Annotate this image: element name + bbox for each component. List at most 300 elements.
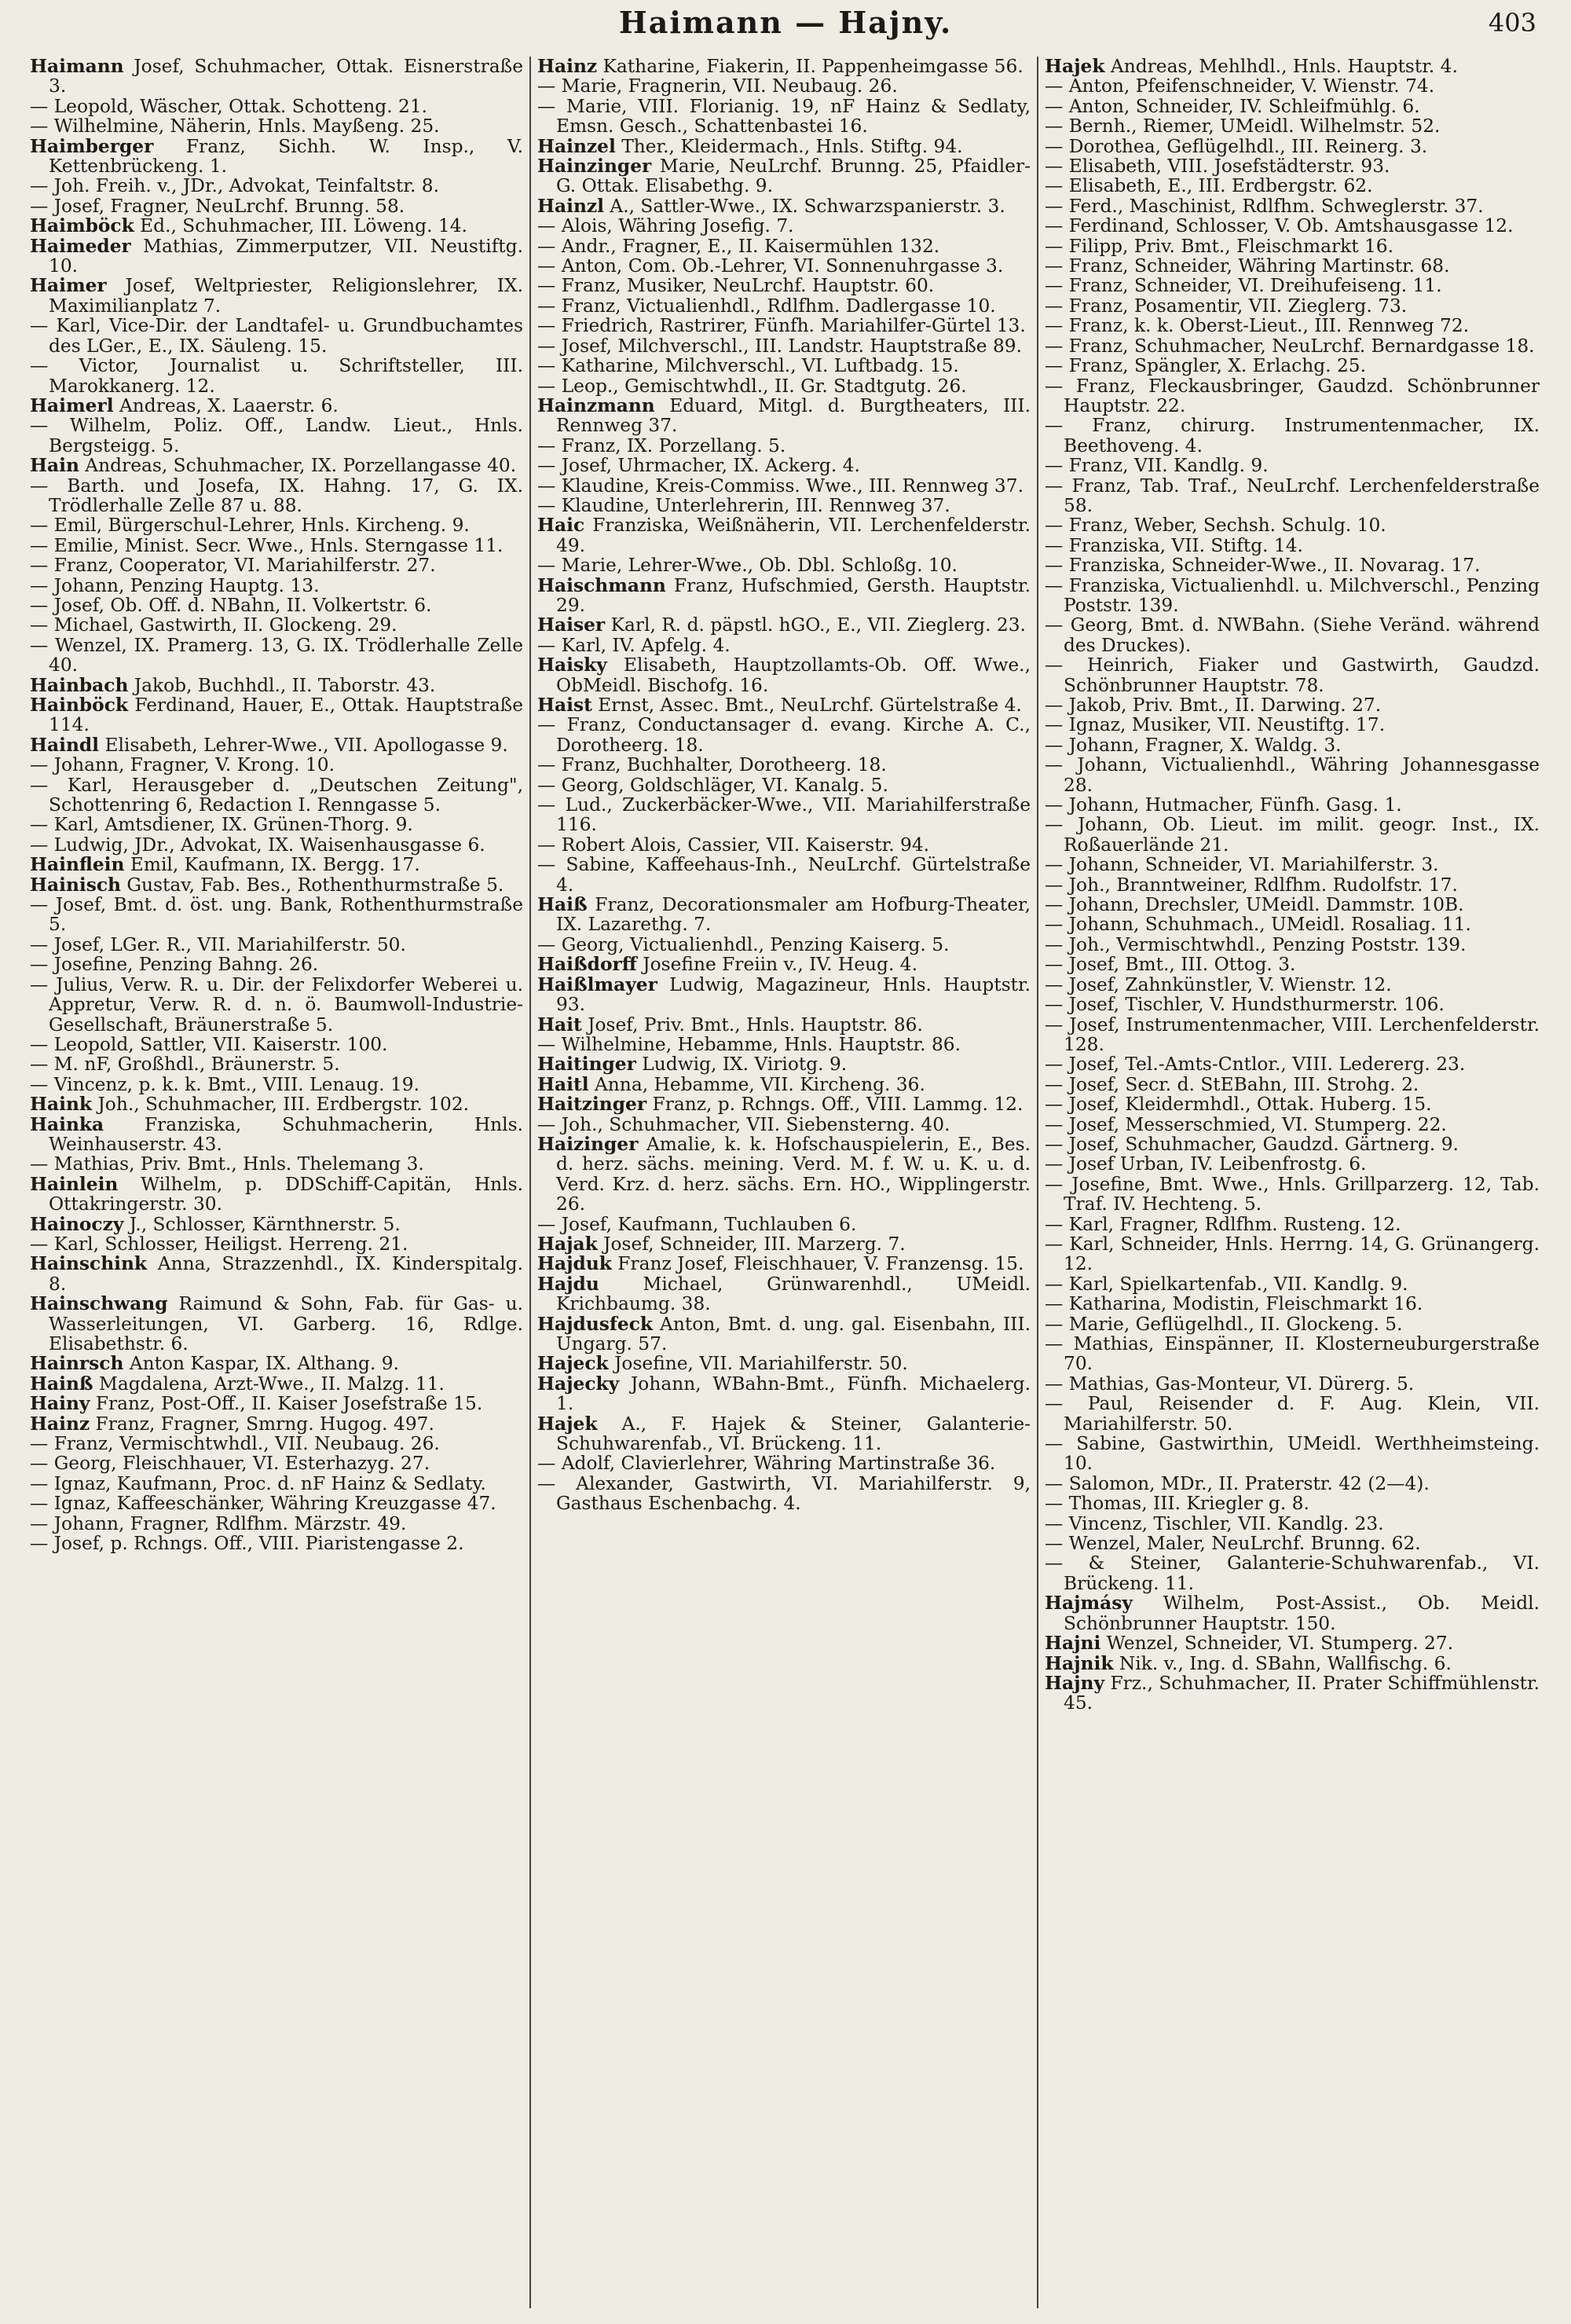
entry-surname: Haimer [30,275,107,297]
directory-entry [30,356,523,396]
directory-entry [30,615,523,635]
directory-entry [30,57,523,97]
directory-entry [30,1374,523,1394]
entry-text: Andreas, Schuhmacher, IX. Porzellangasse 40. [79,455,517,477]
entry-text: — Karl, Fragner, Rdlfhm. Rusteng. 12. [1045,1213,1401,1235]
directory-entry [537,137,1031,156]
entry-text: — Ferdinand, Schlosser, V. Ob. Amtshausgasse 12. [1045,215,1514,237]
directory-entry [537,1075,1031,1094]
entry-text: Josef, Priv. Bmt., Hnls. Hauptstr. 86. [581,1014,923,1036]
entry-text: — Franziska, Victualienhdl. u. Milchverschl., Penzing Poststr. 139. [1045,574,1540,616]
entry-text: — Klaudine, Kreis-Commiss. Wwe., III. Rennweg 37. [537,475,1024,497]
directory-entry [537,515,1031,555]
entry-text: — Elisabeth, E., III. Erdbergstr. 62. [1045,175,1373,197]
entry-text: A., F. Hajek & Steiner, Galanterie-Schuhwarenfab., VI. Brückeng. 11. [556,1413,1031,1455]
entry-text: — Leop., Gemischtwhdl., II. Gr. Stadtgutg. 26. [537,375,967,397]
entry-surname: Hainzmann [537,394,655,416]
entry-surname: Hainzinger [537,156,652,178]
directory-entry [30,1175,523,1215]
entry-surname: Hainrsch [30,1353,124,1375]
entry-text: — Anton, Schneider, IV. Schleifmühlg. 6. [1045,95,1420,117]
entry-surname: Haitinger [537,1054,636,1076]
entry-text: — Josef, Tel.-Amts-Cntlor., VIII. Ledererg. 23. [1045,1054,1466,1076]
entry-text: — Josef, p. Rchngs. Off., VIII. Piaristengasse 2. [30,1533,464,1555]
entry-surname: Hainzl [537,195,604,217]
directory-entry [537,955,1031,974]
entry-text: Ludwig, Magazineur, Hnls. Hauptstr. 93. [556,973,1031,1016]
entry-text: — Karl, Schneider, Hnls. Herrng. 14, G. Grünangerg. 12. [1045,1233,1540,1275]
entry-text: Josef, Schneider, III. Marzerg. 7. [597,1233,906,1255]
directory-entry [30,1294,523,1354]
entry-surname: Hainschwang [30,1293,168,1315]
entry-text: Elisabeth, Hauptzollamts-Ob. Off. Wwe., ObMeidl. Bischofg. 16. [556,654,1031,696]
directory-entry [1045,236,1540,256]
directory-entry [537,236,1031,256]
entry-text: — Heinrich, Fiaker und Gastwirth, Gaudzd. Schönbrunner Hauptstr. 78. [1045,654,1540,696]
directory-entry [537,1234,1031,1254]
directory-entry [1045,356,1540,376]
entry-text: — Johann, Schuhmach., UMeidl. Rosaliag. 11. [1045,914,1471,936]
entry-surname: Haißlmayer [537,973,657,995]
directory-entry [30,116,523,136]
directory-entry [30,975,523,1035]
entry-text: — Alexander, Gastwirth, VI. Mariahilferstr. 9, Gasthaus Eschenbachg. 4. [537,1472,1031,1515]
entry-text: Josef, Schuhmacher, Ottak. Eisnerstraße 3. [49,57,523,97]
directory-entry [1045,1434,1540,1474]
entry-text: Ed., Schuhmacher, III. Löweng. 14. [134,215,467,237]
entry-surname: Hainschink [30,1253,148,1275]
entry-surname: Haitl [537,1073,589,1095]
directory-entry [30,755,523,775]
directory-entry [1045,1115,1540,1135]
directory-entry [30,216,523,236]
entry-text: Marie, NeuLrchf. Brunng. 25, Pfaidler-G. Ottak. Elisabethg. 9. [556,156,1031,197]
entry-text: — Bernh., Riemer, UMeidl. Wilhelmstr. 52. [1045,115,1441,137]
directory-entry [1045,895,1540,915]
entry-text: Ernst, Assec. Bmt., NeuLrchf. Gürtelstraße 4. [591,695,1022,716]
entry-surname: Haitzinger [537,1094,647,1116]
entry-text: Wilhelm, Post-Assist., Ob. Meidl. Schönbrunner Hauptstr. 150. [1064,1593,1540,1634]
entry-surname: Hajduk [537,1253,612,1275]
directory-entry [30,1494,523,1513]
entry-text: — Johann, Schneider, VI. Mariahilferstr. 3. [1045,854,1439,876]
entry-text: — Johann, Ob. Lieut. im milit. geogr. Inst., IX. Roßauerlände 21. [1045,814,1540,856]
directory-entry [1045,256,1540,276]
entry-text: — Franz, Vermischtwhdl., VII. Neubaug. 26. [30,1433,440,1455]
directory-entry [30,555,523,575]
entry-text: — Franz, Buchhalter, Dorotheerg. 18. [537,754,887,776]
directory-entry [1045,1374,1540,1394]
entry-text: — Marie, Fragnerin, VII. Neubaug. 26. [537,75,898,97]
directory-entry [1045,316,1540,335]
directory-entry [1045,1094,1540,1114]
directory-entry [30,955,523,974]
entry-text: — Joh., Branntweiner, Rdlfhm. Rudolfstr. 17. [1045,874,1458,896]
entry-text: — Franz, Schuhmacher, NeuLrchf. Bernardgasse 18. [1045,335,1535,357]
entry-surname: Haischmann [537,574,666,596]
directory-entry [537,456,1031,475]
entry-text: — Andr., Fragner, E., II. Kaisermühlen 132. [537,235,940,257]
entry-text: — Josef, Bmt., III. Ottog. 3. [1045,954,1296,976]
directory-entry [30,596,523,615]
entry-text: — Johann, Fragner, Rdlfhm. Märzstr. 49. [30,1512,407,1534]
entry-text: — Friedrich, Rastrirer, Fünfh. Mariahilfer-Gürtel 13. [537,315,1026,337]
directory-entry [30,1414,523,1434]
directory-entry [537,216,1031,236]
entry-text: — Ignaz, Musiker, VII. Neustiftg. 17. [1045,714,1386,736]
entry-text: — Adolf, Clavierlehrer, Währing Martinstraße 36. [537,1453,996,1475]
entry-text: — Georg, Goldschläger, VI. Kanalg. 5. [537,774,888,796]
directory-entry [537,1035,1031,1054]
entry-surname: Hainzel [537,135,616,157]
entry-text: Eduard, Mitgl. d. Burgtheaters, III. Rennweg 37. [556,394,1031,437]
entry-text: — Wenzel, Maler, NeuLrchf. Brunng. 62. [1045,1533,1421,1555]
entry-text: — Dorothea, Geflügelhdl., III. Reinerg. 3. [1045,135,1428,157]
entry-text: Mathias, Zimmerputzer, VII. Neustiftg. 10. [49,235,523,277]
directory-entry [537,436,1031,456]
entry-surname: Hajnik [1045,1652,1114,1674]
directory-entry [30,1354,523,1373]
directory-entry [537,336,1031,356]
entry-text: — Karl, Vice-Dir. der Landtafel- u. Grundbuchamtes des LGer., E., IX. Säuleng. 15. [30,315,523,357]
entry-text: — Josef, Uhrmacher, IX. Ackerg. 4. [537,455,860,477]
entry-text: Jakob, Buchhdl., II. Taborstr. 43. [128,674,436,696]
directory-entry [537,196,1031,216]
entry-text: Franz, Hufschmied, Gersth. Hauptstr. 29. [556,574,1031,616]
directory-entry [30,196,523,216]
entry-surname: Hainbach [30,674,129,696]
directory-entry [537,1374,1031,1414]
directory-entry [537,775,1031,795]
directory-entry [1045,336,1540,356]
entry-text: — Johann, Penzing Hauptg. 13. [30,574,320,596]
entry-text: Franz, Fragner, Smrng. Hugog. 497. [90,1413,434,1435]
directory-entry [30,416,523,456]
directory-entry [1045,955,1540,974]
entry-text: Josefine, VII. Mariahilferstr. 50. [608,1353,908,1375]
entry-surname: Haisky [537,654,607,676]
entry-text: Wenzel, Schneider, VI. Stumperg. 27. [1100,1633,1454,1655]
entry-text: — Lud., Zuckerbäcker-Wwe., VII. Mariahilferstraße 116. [537,794,1031,836]
entry-surname: Haißdorff [537,954,637,976]
directory-entry [1045,915,1540,934]
directory-entry [537,97,1031,137]
entry-surname: Haimerl [30,394,114,416]
entry-text: Anna, Hebamme, VII. Kircheng. 36. [588,1073,925,1095]
entry-text: Ther., Kleidermach., Hnls. Stiftg. 94. [615,135,963,157]
directory-entry [1045,655,1540,695]
entry-text: Franz, Sichh. W. Insp., V. Kettenbrückeng. 1. [49,135,523,178]
entry-text: — Johann, Drechsler, UMeidl. Dammstr. 10B. [1045,894,1464,916]
directory-entry [1045,476,1540,516]
entry-text: Anna, Strazzenhdl., IX. Kinderspitalg. 8. [49,1253,523,1295]
entry-text: Michael, Grünwarenhdl., UMeidl. Krichbaumg. 38. [556,1273,1031,1315]
entry-text: — Franz, Schneider, Währing Martinstr. 68. [1045,255,1450,277]
entry-text: — Robert Alois, Cassier, VII. Kaiserstr. 94. [537,834,930,856]
entry-surname: Hajmásy [1045,1593,1133,1615]
directory-entry [1045,536,1540,555]
entry-surname: Hajeck [537,1353,609,1375]
directory-entry [537,655,1031,695]
directory-entry [30,815,523,834]
entry-text: — Paul, Reisender d. F. Aug. Klein, VII. Mariahilferstr. 50. [1045,1393,1540,1435]
entry-surname: Hajak [537,1233,598,1255]
entry-text: — Victor, Journalist u. Schriftsteller, III. Marokkanerg. 12. [30,355,523,397]
entry-surname: Haindl [30,734,100,756]
directory-entry [1045,1593,1540,1633]
directory-entry [30,935,523,955]
entry-text: — Josef Urban, IV. Leibenfrostg. 6. [1045,1153,1367,1175]
entry-text: Franziska, Weißnäherin, VII. Lerchenfelderstr. 49. [556,515,1031,556]
entry-surname: Haiß [537,894,588,916]
directory-entry [1045,1633,1540,1653]
entry-text: — Anton, Pfeifenschneider, V. Wienstr. 74. [1045,75,1435,97]
entry-text: Wilhelm, p. DDSchiff-Capitän, Hnls. Ottakringerstr. 30. [49,1173,523,1215]
directory-entry [1045,1334,1540,1374]
entry-text: — Michael, Gastwirth, II. Glockeng. 29. [30,614,397,636]
directory-entry [537,276,1031,295]
entry-text: Anton, Bmt. d. ung. gal. Eisenbahn, III. Ungarg. 57. [556,1313,1031,1354]
directory-entry [30,676,523,695]
entry-surname: Hainböck [30,695,129,716]
entry-text: — Franz, k. k. Oberst-Lieut., III. Rennweg 72. [1045,315,1470,337]
entry-text: — Marie, Geflügelhdl., II. Glockeng. 5. [1045,1313,1403,1335]
entry-surname: Hajdusfeck [537,1313,654,1335]
entry-text: — Thomas, III. Kriegler g. 8. [1045,1493,1309,1515]
entry-text: — Wilhelm, Poliz. Off., Landw. Lieut., Hnls. Bergsteigg. 5. [30,415,523,456]
entry-text: — Karl, Amtsdiener, IX. Grünen-Thorg. 9. [30,814,413,836]
entry-text: Ferdinand, Hauer, E., Ottak. Hauptstraße 114. [49,695,523,736]
directory-entry [30,396,523,416]
directory-entry [30,1094,523,1114]
entry-text: — Franz, VII. Kandlg. 9. [1045,455,1269,477]
entry-surname: Hajny [1045,1672,1105,1694]
entry-surname: Haiser [537,614,606,636]
directory-entry [1045,196,1540,216]
entry-text: — Franz, Victualienhdl., Rdlfhm. Dadlergasse 10. [537,295,996,317]
entry-text: — Barth. und Josefa, IX. Hahng. 17, G. IX. Trödlerhalle Zelle 87 u. 88. [30,475,523,516]
column-right [1038,57,1546,2308]
entry-surname: Haizinger [537,1133,639,1155]
entry-text: — Katharina, Modistin, Fleischmarkt 16. [1045,1293,1423,1315]
entry-text: — Sabine, Kaffeehaus-Inh., NeuLrchf. Gürtelstraße 4. [537,854,1031,896]
directory-entry [30,636,523,676]
column-left [24,57,531,2308]
entry-text: Katharine, Fiakerin, II. Pappenheimgasse 56. [597,57,1024,77]
directory-entry [537,1414,1031,1454]
entry-surname: Hainisch [30,874,121,896]
directory-entry [1045,855,1540,874]
directory-entry [537,76,1031,96]
directory-entry [537,1135,1031,1215]
entry-surname: Haic [537,515,585,537]
directory-entry [1045,276,1540,295]
directory-entry [1045,1154,1540,1174]
entry-text: — Marie, VIII. Florianig. 19, nF Hainz & Sedlaty, Emsn. Gesch., Schattenbastei 16. [537,95,1031,137]
directory-entry [1045,1234,1540,1274]
directory-entry [537,396,1031,436]
entry-text: — Mathias, Gas-Monteur, VI. Dürerg. 5. [1045,1373,1415,1395]
directory-entry [1045,1394,1540,1434]
page-number: 403 [1488,8,1536,38]
directory-entry [537,615,1031,635]
entry-surname: Hainz [30,1413,90,1435]
directory-entry [537,755,1031,775]
entry-text: Joh., Schuhmacher, III. Erdbergstr. 102. [92,1094,470,1116]
directory-entry [30,536,523,555]
entry-text: — Karl, IV. Apfelg. 4. [537,634,731,656]
entry-text: — Joh., Schuhmacher, VII. Siebensterng. 40. [537,1113,950,1135]
entry-text: — Josef, Bmt. d. öst. ung. Bank, Rothenthurmstraße 5. [30,894,523,936]
entry-text: Josef, Weltpriester, Religionslehrer, IX. Maximilianplatz 7. [49,275,523,317]
entry-surname: Hajecky [537,1373,620,1395]
directory-entry [537,1354,1031,1373]
directory-entry [1045,1274,1540,1294]
entry-text: — Johann, Fragner, V. Krong. 10. [30,754,335,776]
directory-entry [537,1274,1031,1314]
entry-text: — Katharine, Milchverschl., VI. Luftbadg. 15. [537,355,959,377]
directory-entry [30,835,523,855]
directory-entry [537,695,1031,715]
directory-entry [30,735,523,755]
directory-entry [1045,1135,1540,1154]
entry-text: — Josef, Schuhmacher, Gaudzd. Gärtnerg. 9. [1045,1133,1459,1155]
entry-text: — Leopold, Sattler, VII. Kaiserstr. 100. [30,1033,388,1055]
directory-entry [1045,1474,1540,1494]
entry-text: — Elisabeth, VIII. Josefstädterstr. 93. [1045,156,1390,178]
entry-text: Magdalena, Arzt-Wwe., II. Malzg. 11. [93,1373,445,1395]
directory-entry [1045,156,1540,176]
directory-entry [537,1015,1031,1035]
directory-entry [1045,735,1540,755]
directory-entry [537,555,1031,575]
entry-text: — M. nF, Großhdl., Bräunerstr. 5. [30,1054,340,1076]
entry-text: — Ludwig, JDr., Advokat, IX. Waisenhausgasse 6. [30,834,485,856]
entry-text: Franz Josef, Fleischhauer, V. Franzensg. 15. [611,1253,1024,1275]
entry-text: — Josef, LGer. R., VII. Mariahilferstr. 50. [30,933,406,955]
directory-entry [30,775,523,816]
directory-entry [30,895,523,935]
entry-surname: Hajek [1045,57,1105,77]
entry-text: — Wilhelmine, Hebamme, Hnls. Hauptstr. 86. [537,1033,961,1055]
entry-text: — Franziska, VII. Stiftg. 14. [1045,534,1303,556]
directory-entry [1045,137,1540,156]
entry-text: — Johann, Victualienhdl., Währing Johannesgasse 28. [1045,754,1540,796]
entry-surname: Hait [537,1014,582,1036]
entry-text: — Emilie, Minist. Secr. Wwe., Hnls. Sterngasse 11. [30,534,504,556]
entry-text: — Wilhelmine, Näherin, Hnls. Mayßeng. 25. [30,115,440,137]
directory-entry [30,456,523,475]
directory-entry [1045,116,1540,136]
directory-entry [537,296,1031,316]
entry-text: — Franz, Musiker, NeuLrchf. Hauptstr. 60. [537,275,935,297]
entry-text: — Franz, Cooperator, VI. Mariahilferstr. 27. [30,555,436,577]
entry-surname: Hajni [1045,1633,1101,1655]
entry-text: — Johann, Fragner, X. Waldg. 3. [1045,734,1342,756]
directory-entry [30,1434,523,1453]
entry-text: — Josef, Zahnkünstler, V. Wienstr. 12. [1045,973,1392,995]
entry-text: — Ferd., Maschinist, Rdlfhm. Schweglerstr. 37. [1045,195,1484,217]
entry-text: — Josefine, Bmt. Wwe., Hnls. Grillparzerg. 12, Tab. Traf. IV. Hechteng. 5. [1045,1173,1540,1215]
entry-surname: Hainy [30,1393,90,1415]
entry-text: — Franziska, Schneider-Wwe., II. Novarag. 17. [1045,555,1481,577]
entry-text: — Ignaz, Kaufmann, Proc. d. nF Hainz & Sedlaty. [30,1472,486,1494]
directory-entry [1045,296,1540,316]
directory-entry [537,1054,1031,1074]
directory-entry [1045,715,1540,735]
directory-entry [1045,1314,1540,1334]
page-header [0,0,1571,50]
entry-text: Karl, R. d. päpstl. hGO., E., VII. Zieglerg. 23. [605,614,1026,636]
directory-entry [1045,576,1540,616]
directory-entry [537,576,1031,616]
entry-surname: Haink [30,1094,93,1116]
entry-text: — Sabine, Gastwirthin, UMeidl. Werthheimsteing. 10. [1045,1433,1540,1475]
directory-entry [1045,1054,1540,1074]
entry-text: Gustav, Fab. Bes., Rothenthurmstraße 5. [120,874,504,896]
entry-text: J., Schlosser, Kärnthnerstr. 5. [123,1213,401,1235]
entry-text: Nik. v., Ing. d. SBahn, Wallfischg. 6. [1113,1652,1452,1674]
entry-text: — Vincenz, p. k. k. Bmt., VIII. Lenaug. 19. [30,1073,420,1095]
entry-surname: Haimböck [30,215,134,237]
entry-text: — Josef, Instrumentenmacher, VIII. Lerchenfelderstr. 128. [1045,1014,1540,1055]
entry-text: — Emil, Bürgerschul-Lehrer, Hnls. Kircheng. 9. [30,515,470,537]
directory-entry [537,1474,1031,1514]
directory-entry [537,496,1031,515]
directory-entry [30,576,523,596]
entry-text: — Johann, Hutmacher, Fünfh. Gasg. 1. [1045,794,1402,816]
directory-entry [1045,1075,1540,1094]
entry-text: — Joh., Vermischtwhdl., Penzing Poststr. 139. [1045,933,1467,955]
directory-entry [1045,456,1540,475]
directory-entry [1045,1015,1540,1055]
directory-entry [30,236,523,277]
entry-text: A., Sattler-Wwe., IX. Schwarzspanierstr. 3. [603,195,1005,217]
directory-entry [30,1035,523,1054]
directory-entry [30,1154,523,1174]
entry-surname: Haimeder [30,235,131,257]
entry-text: — Marie, Lehrer-Wwe., Ob. Dbl. Schloßg. 10. [537,555,958,577]
entry-surname: Hainflein [30,854,125,876]
directory-entry [1045,57,1540,76]
directory-entry [537,1115,1031,1135]
entry-text: Elisabeth, Lehrer-Wwe., VII. Apollogasse 9. [99,734,508,756]
directory-entry [537,935,1031,955]
directory-entry [537,1314,1031,1354]
directory-entry [537,1094,1031,1114]
directory-entry [30,1453,523,1473]
running-head: Haimann — Hajny. [618,5,953,40]
entry-text: Franz, p. Rchngs. Off., VIII. Lammg. 12. [646,1094,1024,1116]
entry-text: Anton Kaspar, IX. Althang. 9. [123,1353,399,1375]
entry-text: — Joh. Freih. v., JDr., Advokat, Teinfaltstr. 8. [30,175,439,197]
directory-entry [30,1215,523,1234]
entry-text: — Georg, Fleischhauer, VI. Esterhazyg. 27. [30,1453,430,1475]
entry-text: — Josef, Kleidermhdl., Ottak. Huberg. 15. [1045,1094,1432,1116]
directory-entry [30,1534,523,1553]
entry-text: Ludwig, IX. Viriotg. 9. [635,1054,848,1076]
directory-entry [537,895,1031,935]
directory-entry [1045,1294,1540,1314]
entry-surname: Haimann [30,57,124,77]
directory-entry [1045,176,1540,196]
entry-text: — Josef, Secr. d. StEBahn, III. Strohg. 2. [1045,1073,1419,1095]
entry-text: — Georg, Victualienhdl., Penzing Kaiserg. 5. [537,933,950,955]
entry-text: Amalie, k. k. Hofschauspielerin, E., Bes. d. herz. sächs. meining. Verd. M. f. W. u. K. u. d. Verd. Krz. d. herz. sächs. Ern. HO., Wipplingerstr. 26. [556,1133,1031,1215]
entry-text: Franziska, Schuhmacherin, Hnls. Weinhauserstr. 43. [49,1113,523,1155]
entry-surname: Hajdu [537,1273,599,1295]
directory-entry [30,316,523,356]
